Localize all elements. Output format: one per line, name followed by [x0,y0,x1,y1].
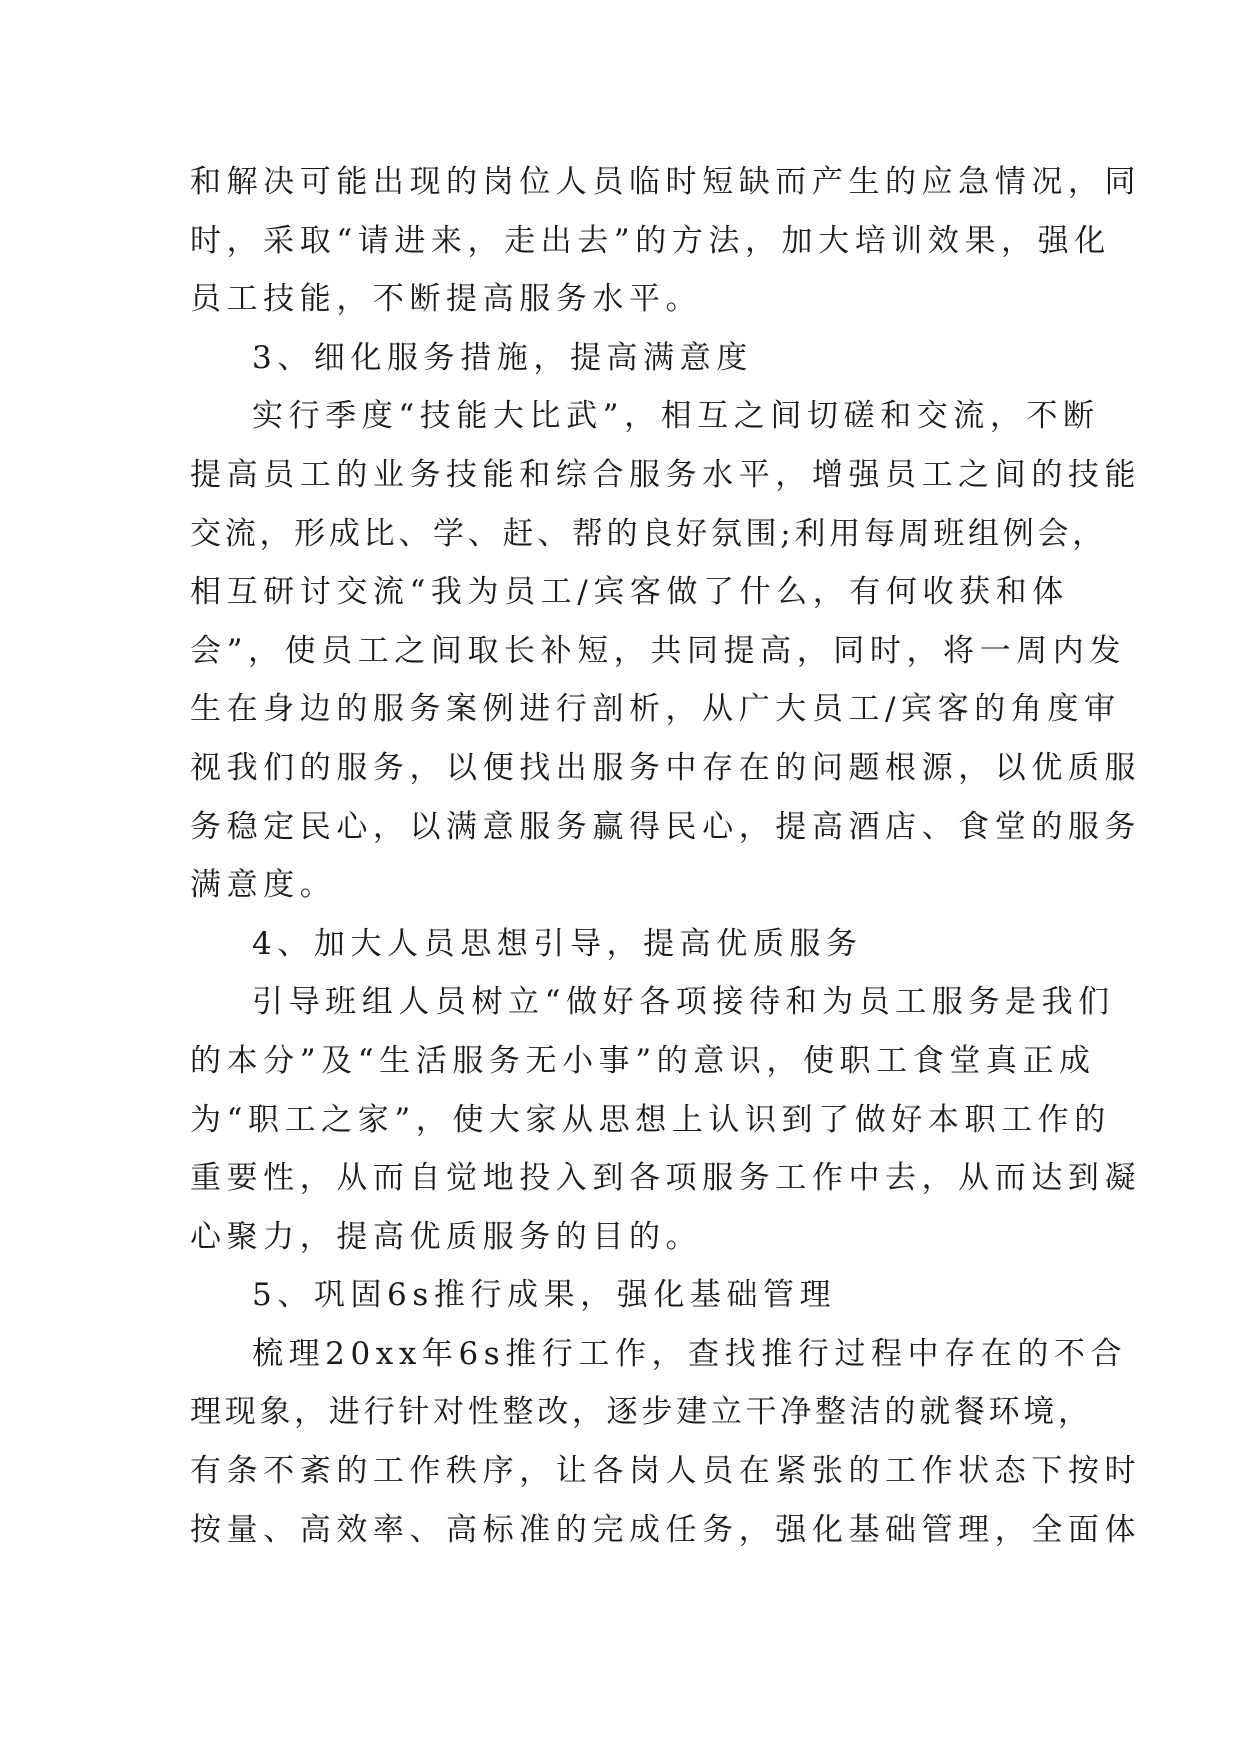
text-line: 心聚力，提高优质服务的目的。 [190,1218,703,1255]
paragraph-start: 引导班组人员树立“做好各项接待和为员工服务是我们 [252,984,1115,1021]
text-line: 为“职工之家”，使大家从思想上认识到了做好本职工作的 [190,1101,1111,1138]
section-heading: 4、加大人员思想引导，提高优质服务 [252,925,863,962]
text-line: 时，采取“请进来，走出去”的方法，加大培训效果，强化 [190,222,1111,259]
text-line: 满意度。 [190,867,337,904]
text-line: 重要性，从而自觉地投入到各项服务工作中去，从而达到凝 [190,1160,1142,1197]
text-line: 的本分”及“生活服务无小事”的意识，使职工食堂真正成 [190,1042,1096,1079]
text-line: 务稳定民心，以满意服务赢得民心，提高酒店、食堂的服务 [190,808,1142,845]
text-line: 相互研讨交流“我为员工/宾客做了什么，有何收获和体 [190,574,1069,611]
paragraph-start: 实行季度“技能大比武”，相互之间切磋和交流，不断 [252,398,1100,435]
document-body [190,153,1142,1559]
text-line: 有条不紊的工作秩序，让各岗人员在紧张的工作状态下按时 [190,1453,1142,1490]
text-line: 视我们的服务，以便找出服务中存在的问题根源，以优质服 [190,749,1142,786]
text-line: 按量、高效率、高标准的完成任务，强化基础管理，全面体 [190,1511,1142,1548]
text-line: 员工技能，不断提高服务水平。 [190,281,703,318]
section-heading: 3、细化服务措施，提高满意度 [252,339,753,376]
text-line: 和解决可能出现的岗位人员临时短缺而产生的应急情况，同 [190,164,1142,200]
section-heading: 5、巩固6s推行成果，强化基础管理 [252,1277,837,1314]
text-line: 交流，形成比、学、赶、帮的良好氛围;利用每周班组例会， [190,515,1107,552]
text-line: 会”，使员工之间取长补短，共同提高，同时，将一周内发 [190,632,1126,669]
text-line: 理现象，进行针对性整改，逐步建立干净整洁的就餐环境， [190,1394,1093,1431]
text-line: 提高员工的业务技能和综合服务水平，增强员工之间的技能 [190,456,1142,493]
paragraph-start: 梳理20xx年6s推行工作，查找推行过程中存在的不合 [252,1335,1128,1372]
text-line: 生在身边的服务案例进行剖析，从广大员工/宾客的角度审 [190,691,1121,728]
